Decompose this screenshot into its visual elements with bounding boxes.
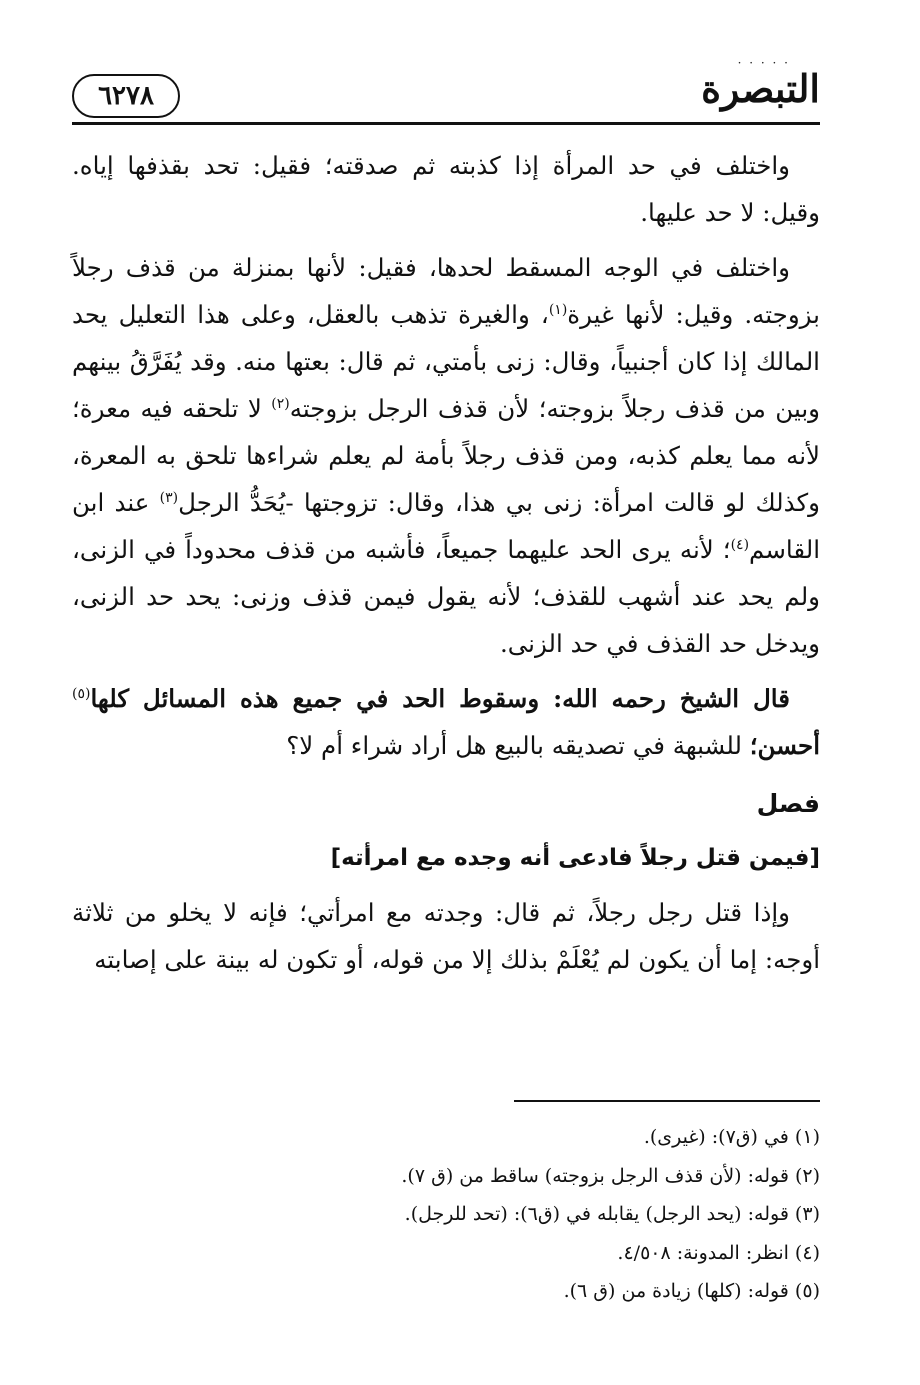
footnote-5: (٥) قوله: (كلها) زيادة من (ق ٦). [563,1280,820,1302]
book-title: التبصرة [701,66,820,111]
footnote-3: (٣) قوله: (يحد الرجل) يقابله في (ق٦): (تحد للرجل). [404,1203,820,1225]
paragraph-2-part-d: عند ابن القاسم [72,488,820,564]
footnote-ref-3[interactable]: (٣) [159,489,179,506]
footnote-ref-1[interactable]: (١) [548,301,568,318]
footnote-ref-5[interactable]: (٥) [72,685,91,702]
title-ornament: · · · · · [737,56,790,70]
main-text [72,142,820,991]
paragraph-3-rest: للشبهة في تصديقه بالبيع هل أراد شراء أم لا؟ [286,731,750,760]
sheikh-statement-end: أحسن؛ [749,731,820,760]
paragraph-2-part-b: ، والغيرة تذهب بالعقل، وعلى هذا التعليل يحد المالك إذا كان أجنبياً، وقال: زنى بأمتي، ثم قال: بعتها منه. وقد يُفَرَّقُ بينهم وبين من قذف رجلاً بزوجته؛ لأن قذف الرجل بزوجته [72,300,820,423]
page-header [72,58,820,124]
paragraph-2 [72,244,820,667]
paragraph-1: واختلف في حد المرأة إذا كذبته ثم صدقته؛ فقيل: تحد بقذفها إياه. وقيل: لا حد عليها. [72,151,820,227]
paragraph-3 [72,675,820,769]
sheikh-statement: قال الشيخ رحمه الله: وسقوط الحد في جميع هذه المسائل كلها [90,684,790,713]
page-number: ٦٢٧٨ [72,74,180,118]
footnotes [72,1118,820,1311]
footnote-ref-2[interactable]: (٢) [271,395,290,412]
paragraph-2-part-a: واختلف في الوجه المسقط لحدها، فقيل: لأنها بمنزلة من قذف رجلاً بزوجته. وقيل: لأنها غيرة [72,253,820,329]
paragraph-2-part-e: ؛ لأنه يرى الحد عليهما جميعاً، فأشبه من قذف محدوداً في الزنى، ولم يحد عند أشهب للقذف؛ لأنه يقول فيمن قذف وزنى: يحد حد الزنى، ويدخل حد القذف في حد الزنى. [72,535,820,658]
footnote-1: (١) في (ق٧): (غيرى). [643,1126,820,1148]
section-subheading: [فيمن قتل رجلاً فادعى أنه وجده مع امرأته] [330,845,820,871]
footnote-2: (٢) قوله: (لأن قذف الرجل بزوجته) ساقط من (ق ٧). [401,1164,820,1187]
section-heading: فصل [756,789,820,818]
header-divider [72,122,820,125]
footnote-4: (٤) انظر: المدونة: ٤/٥٠٨. [617,1241,820,1264]
footnote-divider [514,1100,820,1102]
paragraph-2-part-c: لا تلحقه فيه معرة؛ لأنه مما يعلم كذبه، ومن قذف رجلاً بأمة لم يعلم شراءها تلحق به المعرة، وكذلك لو قالت امرأة: زنى بي هذا، وقال: تزوجتها -يُحَدُّ الرجل [72,394,820,517]
footnote-ref-4[interactable]: (٤) [730,536,750,553]
paragraph-4: وإذا قتل رجل رجلاً، ثم قال: وجدته مع امرأتي؛ فإنه لا يخلو من ثلاثة أوجه: إما أن يكون لم يُعْلَمْ بذلك إلا من قوله، أو تكون له بينة على إصابته [72,898,820,974]
